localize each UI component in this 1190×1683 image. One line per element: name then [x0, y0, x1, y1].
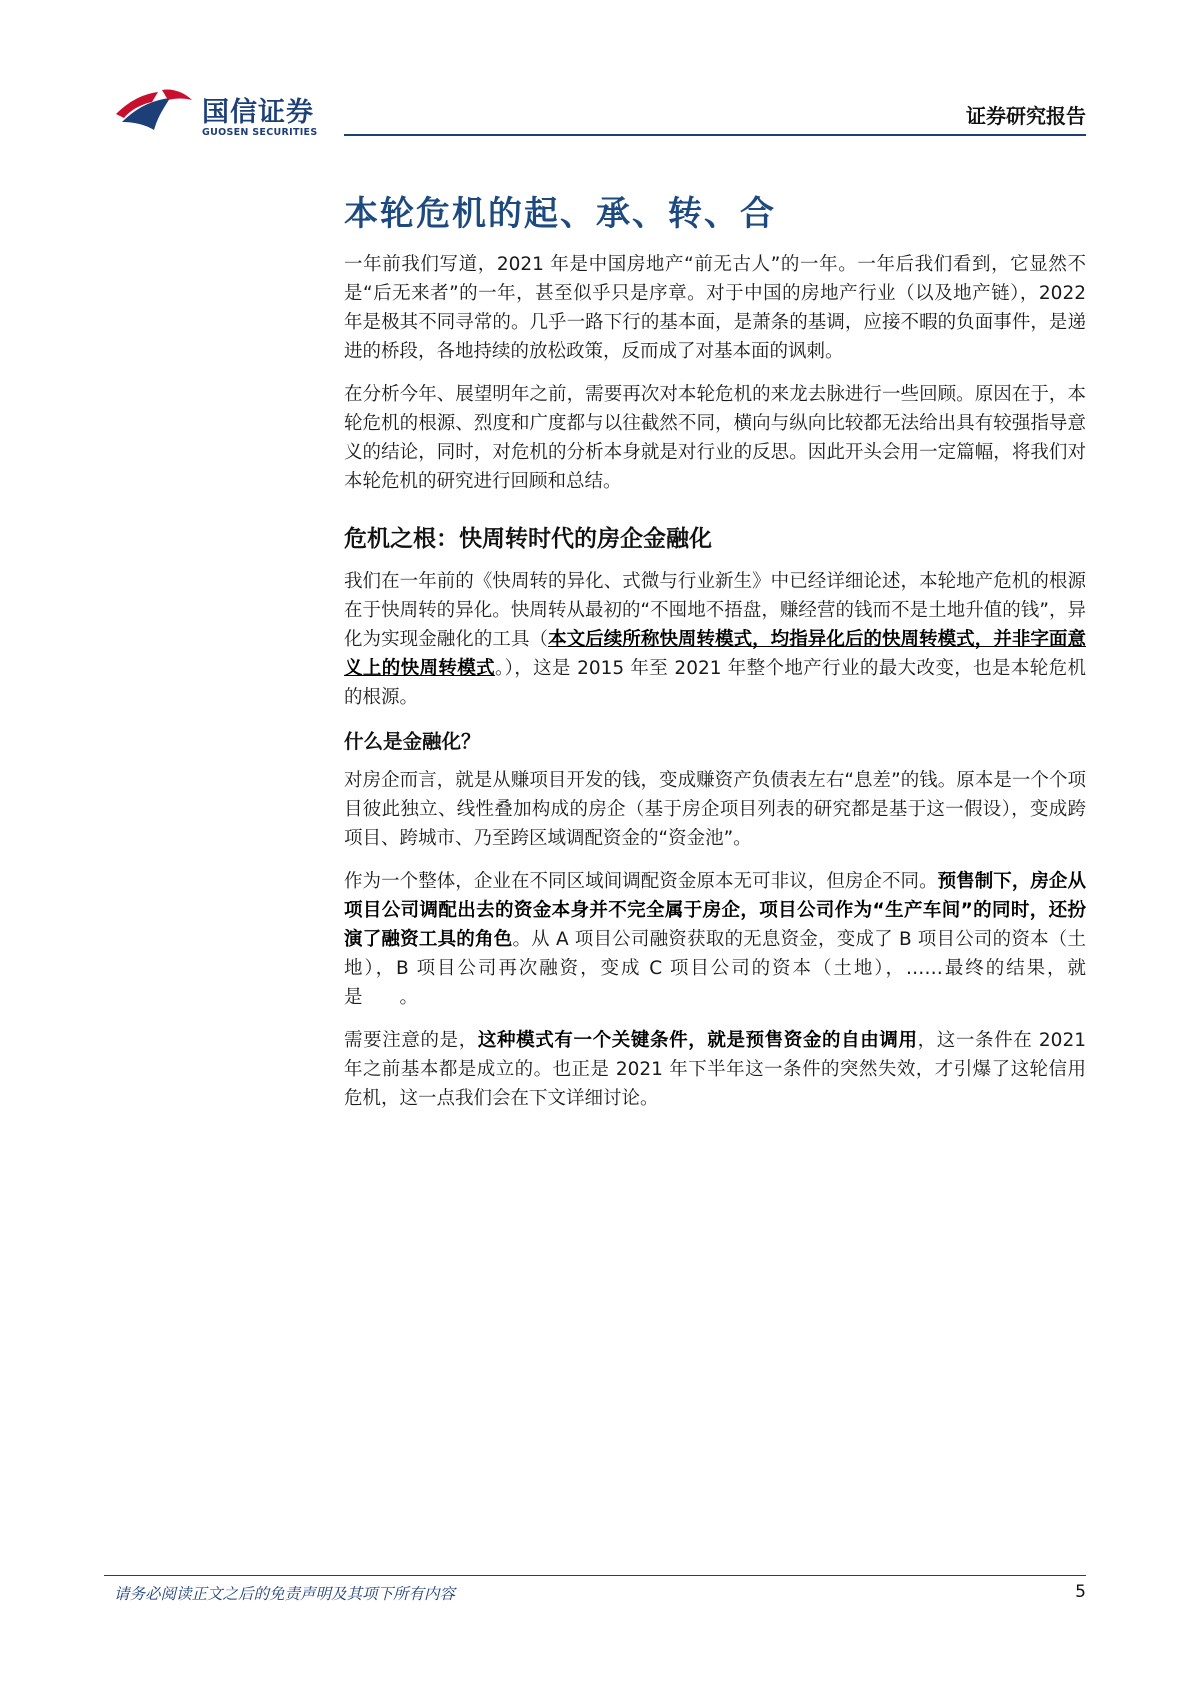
paragraph-3 [344, 567, 1086, 712]
guosen-logo-mark-icon [114, 84, 196, 132]
paragraph-6-text-c: ，这一条件在 2021 年之前基本都是成立的。也正是 2021 年下半年这一条件的突然失效，才引爆了这轮信用危机，这一点我们会在下文详细讨论。 [344, 1030, 1086, 1109]
page-title: 本轮危机的起、承、转、合 [344, 194, 776, 234]
paragraph-2: 在分析今年、展望明年之前，需要再次对本轮危机的来龙去脉进行一些回顾。原因在于，本轮危机的根源、烈度和广度都与以往截然不同，横向与纵向比较都无法给出具有较强指导意义的结论，同时，对危机的分析本身就是对行业的反思。因此开头会用一定篇幅，将我们对本轮危机的研究进行回顾和总结。 [344, 384, 1086, 492]
report-type-label: 证券研究报告 [966, 104, 1086, 128]
header-divider [344, 134, 1086, 136]
paragraph-5 [344, 867, 1086, 1012]
paragraph-6-text-a: 需要注意的是， [344, 1030, 478, 1051]
paragraph-5-text-c: 。从 A 项目公司融资获取的无息资金，变成了 B 项目公司的资本（土地），B 项目公司再次融资，变成 C 项目公司的资本（土地），……最终的结果，就是 。 [344, 929, 1086, 1008]
paragraph-5-bold: 预售制下，房企从项目公司调配出去的资金本身并不完全属于房企，项目公司作为“生产车间”的同时，还扮演了融资工具的角色 [344, 871, 1086, 950]
footer-disclaimer: 请务必阅读正文之后的免责声明及其项下所有内容 [114, 1585, 456, 1603]
logo-english-name: GUOSEN SECURITIES [202, 127, 318, 138]
paragraph-3-text-c: 。），这是 2015 年至 2021 年整个地产行业的最大改变，也是本轮危机的根源。 [344, 658, 1086, 708]
subsection-heading: 什么是金融化？ [344, 730, 481, 753]
paragraph-5-text-a: 作为一个整体，企业在不同区域间调配资金原本无可非议，但房企不同。 [344, 871, 938, 892]
page-number: 5 [1075, 1582, 1086, 1602]
paragraph-6-bold: 这种模式有一个关键条件，就是预售资金的自由调用 [477, 1030, 918, 1051]
footer-divider [104, 1575, 1086, 1576]
paragraph-3-text-a: 我们在一年前的《快周转的异化、式微与行业新生》中已经详细论述，本轮地产危机的根源在于快周转的异化。快周转从最初的“不囤地不捂盘，赚经营的钱而不是土地升值的钱”，异化为实现金融化的工具（ [344, 571, 1086, 650]
paragraph-6 [344, 1026, 1086, 1113]
section-heading: 危机之根：快周转时代的房企金融化 [344, 526, 712, 552]
paragraph-4: 对房企而言，就是从赚项目开发的钱，变成赚资产负债表左右“息差”的钱。原本是一个个项目彼此独立、线性叠加构成的房企（基于房企项目列表的研究都是基于这一假设），变成跨项目、跨城市、乃至跨区域调配资金的“资金池”。 [344, 770, 1086, 849]
main-content [344, 250, 1086, 1127]
guosen-logo [114, 84, 324, 144]
logo-chinese-name: 国信证券 [202, 97, 314, 128]
paragraph-3-bold-underline: 本文后续所称快周转模式，均指异化后的快周转模式，并非字面意义上的快周转模式 [344, 629, 1086, 679]
paragraph-1: 一年前我们写道，2021 年是中国房地产“前无古人”的一年。一年后我们看到，它显然不是“后无来者”的一年，甚至似乎只是序章。对于中国的房地产行业（以及地产链），2022 年是极其不同寻常的。几乎一路下行的基本面，是萧条的基调，应接不暇的负面事件，是递进的桥段，各地持续的放松政策，反而成了对基本面的讽刺。 [344, 254, 1086, 362]
